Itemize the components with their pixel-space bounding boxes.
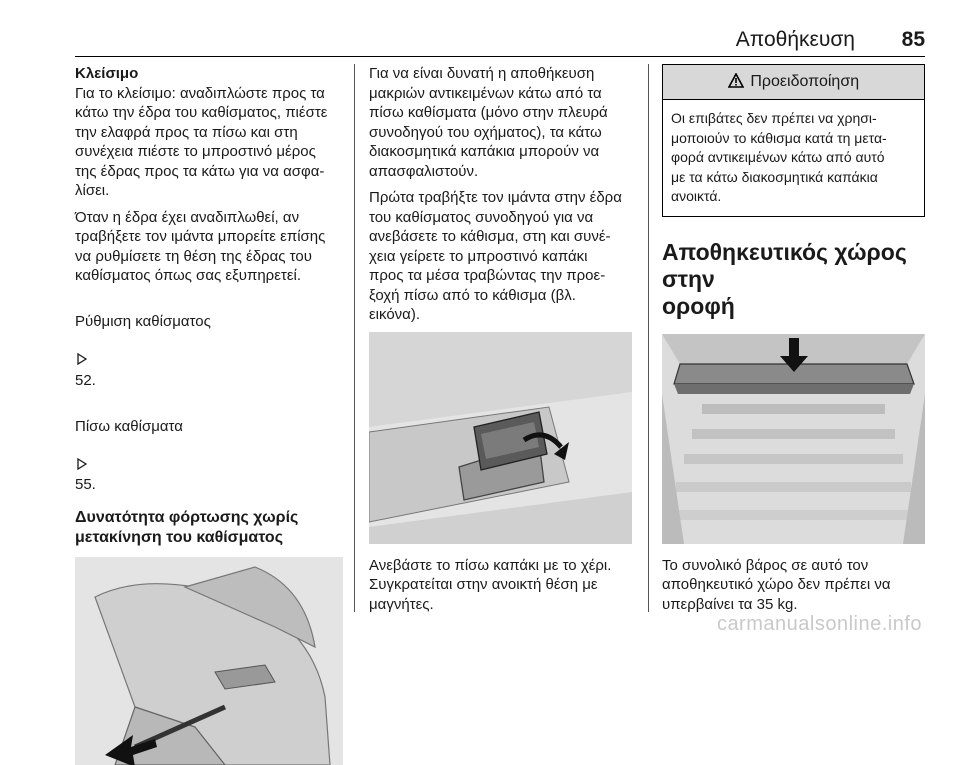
page-number: 85 [901, 28, 925, 51]
ref-seat-adjust-page: 52. [75, 371, 96, 389]
page-title: Αποθήκευση [735, 28, 855, 51]
seat-illustration [75, 557, 343, 765]
paragraph-pull: Πρώτα τραβήξτε τον ιμάντα στην έδρα του καθίσματος συνοδηγού για να ανεβάσετε το κάθισμα, στη και συνέ- χεια γείρετε το μπροστινό καπάκι προς τα μέσα τραβώντας την προε- ξοχή πίσω από το κάθισμα (βλ. εικόνα). [369, 189, 622, 323]
ref-seat-adjust[interactable] [75, 293, 343, 391]
warning-triangle-icon [728, 67, 744, 101]
underseat-illustration [369, 332, 632, 544]
paragraph-adjust: Όταν η έδρα έχει αναδιπλωθεί, αν τραβήξετε τον ιμάντα μπορείτε επίσης να ρυθμίσετε τη θέση της έδρας του καθίσματος όπως σας εξυπηρετεί. [75, 208, 326, 284]
heading-loading: Δυνατότητα φόρτωσης χωρίς μετακίνηση του καθίσματος [75, 508, 299, 546]
column-left [75, 64, 343, 765]
column-middle [369, 64, 635, 621]
column-divider-2 [648, 64, 649, 612]
ref-rear-seats[interactable] [75, 397, 343, 495]
ref-rear-seats-label: Πίσω καθίσματα [75, 417, 183, 435]
triangle-right-icon [77, 332, 87, 371]
warning-text: Οι επιβάτες δεν πρέπει να χρησι- μοποιούν το κάθισμα κατά τη μετα- φορά αντικειμένων κάτω από αυτό με τα κάτω διακοσμητικά καπάκια ανοικτά. [671, 110, 887, 204]
ref-seat-adjust-label: Ρύθμιση καθίσματος [75, 313, 211, 330]
triangle-right-icon [77, 436, 87, 475]
column-right [662, 64, 925, 621]
paragraph-lift: Ανεβάστε το πίσω καπάκι με το χέρι. Συγκρατείται στην ανοικτή θέση με μαγνήτες. [369, 556, 612, 613]
warning-box [662, 64, 925, 217]
heading-lock: Κλείσιμο [75, 65, 139, 82]
paragraph-weight: Το συνολικό βάρος σε αυτό τον αποθηκευτικό χώρο δεν πρέπει να υπερβαίνει τα 35 kg. [662, 556, 891, 613]
paragraph-lock: Για το κλείσιμο: αναδιπλώστε προς τα κάτω την έδρα του καθίσματος, πιέστε την ελαφρά προς τα πίσω και στη συνέχεια πιέστε το μπροστινό μέρος της έδρας προς τα κάτω για να ασφα- λίσει. [75, 84, 328, 199]
warning-title: Προειδοποίηση [750, 73, 860, 90]
roof-storage-illustration [662, 334, 925, 544]
page-header [75, 26, 925, 57]
ref-rear-seats-page: 55. [75, 476, 96, 493]
footer-brand: carmanualsonline.info [716, 613, 922, 635]
paragraph-storage: Για να είναι δυνατή η αποθήκευση μακριών αντικειμένων κάτω από τα πίσω καθίσματα (μόνο στην πλευρά συνοδηγού του οχήματος), τα κάτω διακοσμητικά καπάκια μπορούν να απασφαλιστούν. [369, 65, 608, 180]
warning-header [663, 65, 924, 100]
column-divider-1 [354, 64, 355, 612]
heading-roof: Αποθηκευτικός χώρος στην οροφή [662, 238, 907, 319]
